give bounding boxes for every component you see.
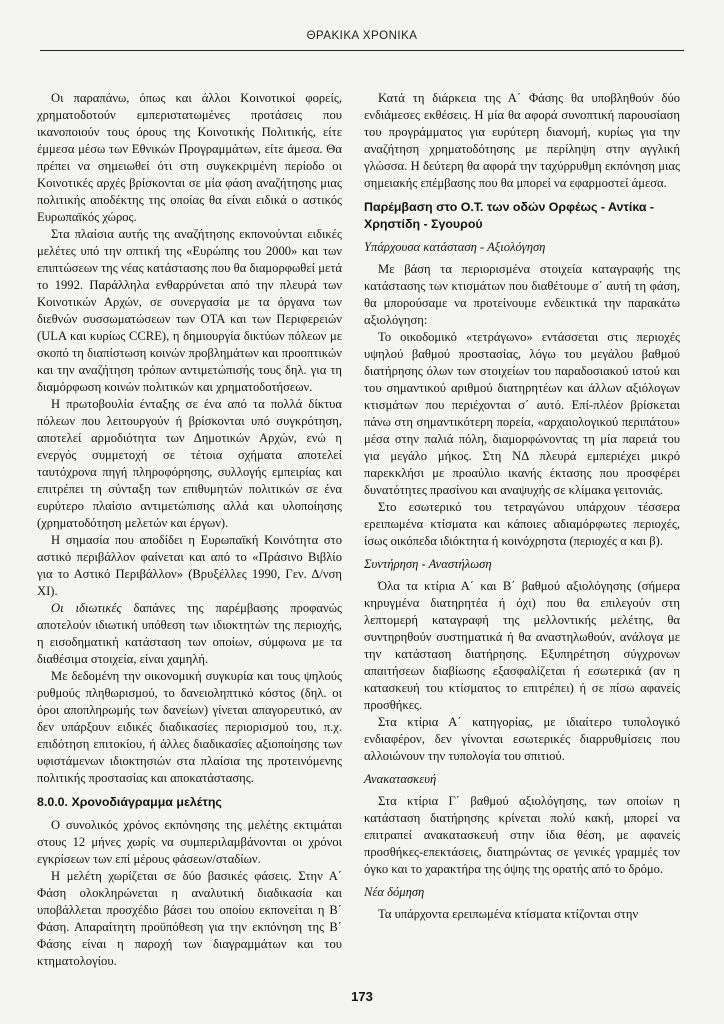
paragraph: Όλα τα κτίρια Α΄ και Β΄ βαθμού αξιολόγησης (σήμερα κηρυγμένα διατηρητέα ή όχι) που θα επιλεγούν στη λεπτομερή καταγραφή της μελλοντικής μελέτης, θα συντηρηθούν συστηματικά ή θα αναστηλωθούν, ανάλογα με την κατάσταση διατήρησης. Εξυπηρέτηση σύγχρονων απαιτήσεων διαβίωσης εξασφαλίζεται ή εσωτερικά (αν η κατασκευή του κτίσματος το επιτρέπει) ή σε πίσω αφανείς προσθήκες. (364, 579, 680, 712)
header-rule (40, 50, 684, 51)
paragraph: Η πρωτοβουλία ένταξης σε ένα από τα πολλά δίκτυα πόλεων που λειτουργούν ή βρίσκονται υπό συγκρότηση, αποτελεί αρμοδιότητα των Δημοτικών Αρχών, ενώ η ενεργός συμμετοχή σε τέτοια σχήματα αποτελεί ταυτόχρονα πηγή πληροφόρησης, συλλογής εμπειρίας και επιτρέπει τη σύνταξη των επιθυμητών πολιτικών σε ένα ευρύτερο πλαίσιο αντιμετώπισης αλλά και υλοποίησης (χρηματοδότηση μελετών και έργων). (37, 397, 342, 530)
paragraph: Η σημασία που αποδίδει η Ευρωπαϊκή Κοινότητα στο αστικό περιβάλλον φαίνεται και από το «Πράσινο Βιβλίο για το Αστικό Περιβάλλον» (Βρυξέλλες 1990, Γεν. Δ/νση XI). (37, 533, 342, 598)
paragraph: Ο συνολικός χρόνος εκπόνησης της μελέτης εκτιμάται στους 12 μήνες χωρίς να συμπεριλαμβάνονται οι χρόνοι εγκρίσεων των επί μέρους φάσεων/σταδίων. (37, 818, 342, 866)
paragraph-text: δαπάνες της παρέμβασης προφανώς αποτελούν ιδιωτική υπόθεση των ιδιοκτητών της περιοχής, η εισοδηματική κατάσταση των οποίων, σύμφωνα με τα διαθέσιμα στοιχεία, είναι χαμηλή. (37, 601, 342, 666)
paragraph: Το οικοδομικό «τετράγωνο» εντάσσεται στις περιοχές υψηλού βαθμού προστασίας, λόγω του μεγάλου βαθμού διατήρησης όλων των στοιχείων του παραδοσιακού ιστού και του σημαντικού αριθμού διατηρητέων και άλλων αξιόλογων κτισμάτων που περιέχονται σ΄ αυτό. Επί-πλέον βρίσκεται πάνω στη σημαντικότερη πορεία, «αρχαιολογικού περιπάτου» μέσα στην παλιά πόλη, διαμορφώνοντας τη μία παρειά του για μεγάλο μήκος. Στη ΝΔ πλευρά εμπεριέχει μικρό παρεκκλήσι με προαύλιο ικανής έκτασης που προσφέρει δυνατότητες πρασίνου και αναψυχής σε κλίμακα γειτονιάς. (364, 330, 680, 497)
paragraph: Τα υπάρχοντα ερειπωμένα κτίσματα κτίζονται στην (378, 907, 639, 921)
italic-lead: Οι ιδιωτικές (51, 601, 122, 615)
subheading: Υπάρχουσα κατάσταση - Αξιολόγηση (364, 240, 546, 254)
paragraph: Στα πλαίσια αυτής της αναζήτησης εκπονούνται ειδικές μελέτες υπό την οπτική της «Ευρώπης του 2000» και των επιπτώσεων της νέας κατάστασης που θα διαμορφωθεί μετά το 1992. Παράλληλα ενθαρρύνεται από την πλευρά των Κοινοτικών Αρχών, σε συνεργασία με τα όργανα των διεθνών συσσωματώσεων των ΟΤΑ και των Περιφερειών (ULA και κυρίως CCRE), η δημιουργία δικτύων πόλεων με σκοπό τη διαπίστωση κοινών προβλημάτων και προοπτικών και την αναζήτηση τρόπων αντιμετώπισής τους δηλ. για τη διαμόρφωση κοινών πολιτικών και χρηματοδοτήσεων. (37, 227, 342, 394)
page-number: 173 (351, 989, 373, 1004)
running-header: ΘΡΑΚΙΚΑ ΧΡΟΝΙΚΑ (306, 30, 418, 42)
subheading: Ανακατασκευή (364, 772, 437, 786)
right-column (364, 90, 680, 923)
paragraph: Στα κτίρια Α΄ κατηγορίας, με ιδιαίτερο τυπολογικό ενδιαφέρον, δεν γίνονται εσωτερικές διαρρυθμίσεις που αλλοιώνουν την τυπολογία του σπιτιού. (364, 715, 680, 763)
left-column (37, 90, 342, 970)
section-heading: Παρέμβαση στο Ο.Τ. των οδών Ορφέως - Αντίκα - Χρηστίδη - Σγουρού (364, 200, 655, 231)
subheading: Νέα δόμηση (364, 885, 425, 899)
paragraph: Στο εσωτερικό του τετραγώνου υπάρχουν τέσσερα ερειπωμένα κτίσματα και κάποιες αδιαμόρφωτες περιοχές, ίσως οικόπεδα ιδιόκτητα ή κοινόχρηστα (περιοχές α και β). (364, 500, 680, 548)
paragraph: Κατά τη διάρκεια της Α΄ Φάσης θα υποβληθούν δύο ενδιάμεσες εκθέσεις. Η μία θα αφορά συνοπτική παρουσίαση του προγράμματος για ευρύτερη διανομή, κυρίως για την αναζήτηση χρηματοδότησης με περίληψη στην αγγλική γλώσσα. Η δεύτερη θα αφορά την ταχύρρυθμη εκπόνηση μιας σημειακής επέμβασης που θα μπορεί να εφαρμοστεί άμεσα. (364, 91, 680, 190)
paragraph: Στα κτίρια Γ΄ βαθμού αξιολόγησης, των οποίων η κατάσταση διατήρησης κρίνεται πολύ κακή, μπορεί να επιτραπεί ανακατασκευή στην ίδια θέση, με αφανείς προσθήκες-επεκτάσεις, διατηρώντας σε γενικές γραμμές τον όγκο και το χαρακτήρα της όψης της ορατής από το δρόμο. (364, 794, 680, 876)
paragraph: Οι παραπάνω, όπως και άλλοι Κοινοτικοί φορείς, χρηματοδοτούν εμπεριστατωμένες προτάσεις που ικανοποιούν τους όρους της Κοινοτικής Πολιτικής, είτε έμμεσα μέσω των Εθνικών Προγραμμάτων, είτε άμεσα. Θα πρέπει να σημειωθεί ότι στη συγκεκριμένη περίοδο οι Κοινοτικές αρχές βρίσκονται σε μία φάση αναζήτησης μιας πολιτικής αποδέκτης της οποίας θα είναι ειδικά ο αστικός Ευρωπαϊκός χώρος. (37, 91, 342, 224)
subheading: Συντήρηση - Αναστήλωση (364, 557, 492, 571)
paragraph: Η μελέτη χωρίζεται σε δύο βασικές φάσεις. Στην Α΄ Φάση ολοκληρώνεται η αναλυτική διαδικασία και υποβάλλεται προσχέδιο βάσει του οποίου εκπονείται η Β΄ Φάση. Απαραίτητη προϋπόθεση για την εκπόνηση της Β΄ Φάσης είναι η παροχή των διαγραμμάτων και του κτηματολογίου. (37, 869, 342, 968)
section-heading: 8.0.0. Χρονοδιάγραμμα μελέτης (37, 795, 222, 809)
paragraph (37, 600, 342, 668)
paragraph: Με βάση τα περιορισμένα στοιχεία καταγραφής της κατάστασης των κτισμάτων που διαθέτουμε σ΄ αυτή τη φάση, θα μπορούσαμε να προτείνουμε ενδεικτικά την παρακάτω αξιολόγηση: (364, 262, 680, 327)
paragraph: Με δεδομένη την οικονομική συγκυρία και τους ψηλούς ρυθμούς πληθωρισμού, το δανειοληπτικό κόστος (δηλ. οι όροι αποπληρωμής των δανείων) γίνεται απαγορευτικό, αν δεν υπάρξουν ειδικές διαδικασίες περιορισμού του, π.χ. επιδότηση επιτοκίου, ή άλλες διαδικασίες αξιοποίησης των υφιστάμενων ιδιοκτησιών στα πλαίσια της προτεινόμενης πολιτικής προστασίας και αποκατάστασης. (37, 669, 342, 785)
